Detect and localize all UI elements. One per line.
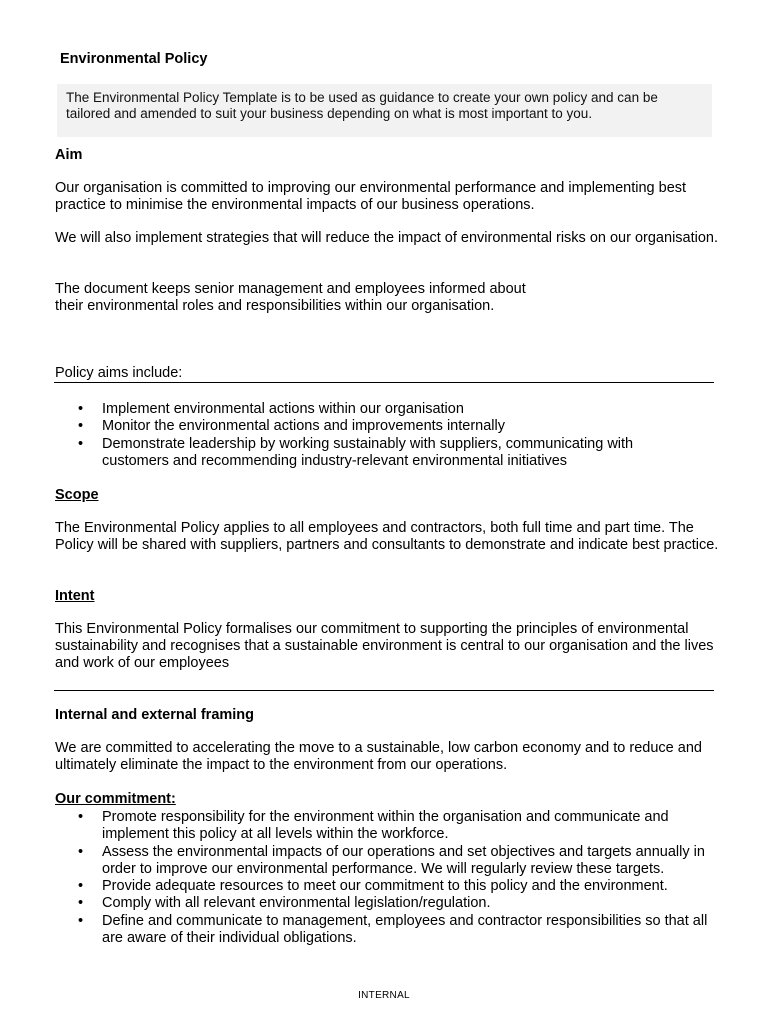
- bullet-icon: •: [78, 878, 84, 895]
- divider: [54, 690, 714, 691]
- list-item: • Comply with all relevant environmental legislation/regulation.: [78, 895, 491, 912]
- framing-heading: Internal and external framing: [55, 707, 255, 723]
- bullet-icon: •: [78, 401, 84, 417]
- bullet-icon: •: [78, 809, 84, 825]
- bullet-icon: •: [78, 912, 84, 929]
- bullet-icon: •: [78, 843, 84, 860]
- list-item: • Demonstrate leadership by working sustainably with suppliers, communicating with customers and recommending industry-relevant environmental initiatives: [78, 435, 634, 469]
- list-item: • Assess the environmental impacts of our operations and set objectives and targets annually in order to improve our environmental performance. We will regularly review these targets.: [78, 843, 705, 877]
- scope-heading: Scope: [55, 487, 99, 503]
- aim-heading: Aim: [55, 147, 83, 163]
- aim-paragraph-3-line-2: their environmental roles and responsibilities within our organisation.: [55, 298, 495, 314]
- bullet-icon: •: [78, 895, 84, 912]
- bullet-icon: •: [78, 435, 84, 452]
- classification-footer: INTERNAL: [358, 990, 410, 1001]
- document-title: Environmental Policy: [60, 51, 208, 67]
- policy-aims-list: [55, 401, 695, 470]
- list-item: • Monitor the environmental actions and improvements internally: [78, 418, 505, 435]
- aim-paragraph-3-line-1: The document keeps senior management and employees informed about: [55, 281, 526, 297]
- list-item: • Implement environmental actions within our organisation: [78, 401, 464, 417]
- commitment-heading: Our commitment:: [55, 791, 176, 807]
- list-item: • Promote responsibility for the environment within the organisation and communicate and implement this policy at all levels within the workforce.: [78, 809, 669, 843]
- framing-paragraph: We are committed to accelerating the move to a sustainable, low carbon economy and to reduce and ultimately eliminate the impact to the environment from our operations.: [55, 740, 702, 773]
- policy-aims-heading: Policy aims include:: [55, 365, 183, 381]
- divider: [54, 382, 714, 383]
- list-item: • Define and communicate to management, employees and contractor responsibilities so that all are aware of their individual obligations.: [78, 912, 708, 947]
- aim-paragraph-1: Our organisation is committed to improving our environmental performance and implementing best practice to minimise the environmental impacts of our business operations.: [55, 180, 687, 213]
- aim-paragraph-3: [55, 281, 725, 315]
- bullet-icon: •: [78, 418, 84, 435]
- commitment-list: [55, 809, 715, 947]
- guidance-note: The Environmental Policy Template is to be used as guidance to create your own policy and can be tailored and amended to suit your business depending on what is most important to you.: [57, 84, 712, 137]
- list-item: • Provide adequate resources to meet our commitment to this policy and the environment.: [78, 878, 668, 895]
- aim-paragraph-2: We will also implement strategies that will reduce the impact of environmental risks on our organisation.: [55, 230, 719, 246]
- intent-heading: Intent: [55, 588, 95, 604]
- scope-paragraph: The Environmental Policy applies to all employees and contractors, both full time and part time. The Policy will be shared with suppliers, partners and consultants to demonstrate and indicate best practice.: [55, 520, 719, 553]
- intent-paragraph: This Environmental Policy formalises our commitment to supporting the principles of environmental sustainability and recognises that a sustainable environment is central to our organisation and the lives and work of our employees: [55, 621, 714, 671]
